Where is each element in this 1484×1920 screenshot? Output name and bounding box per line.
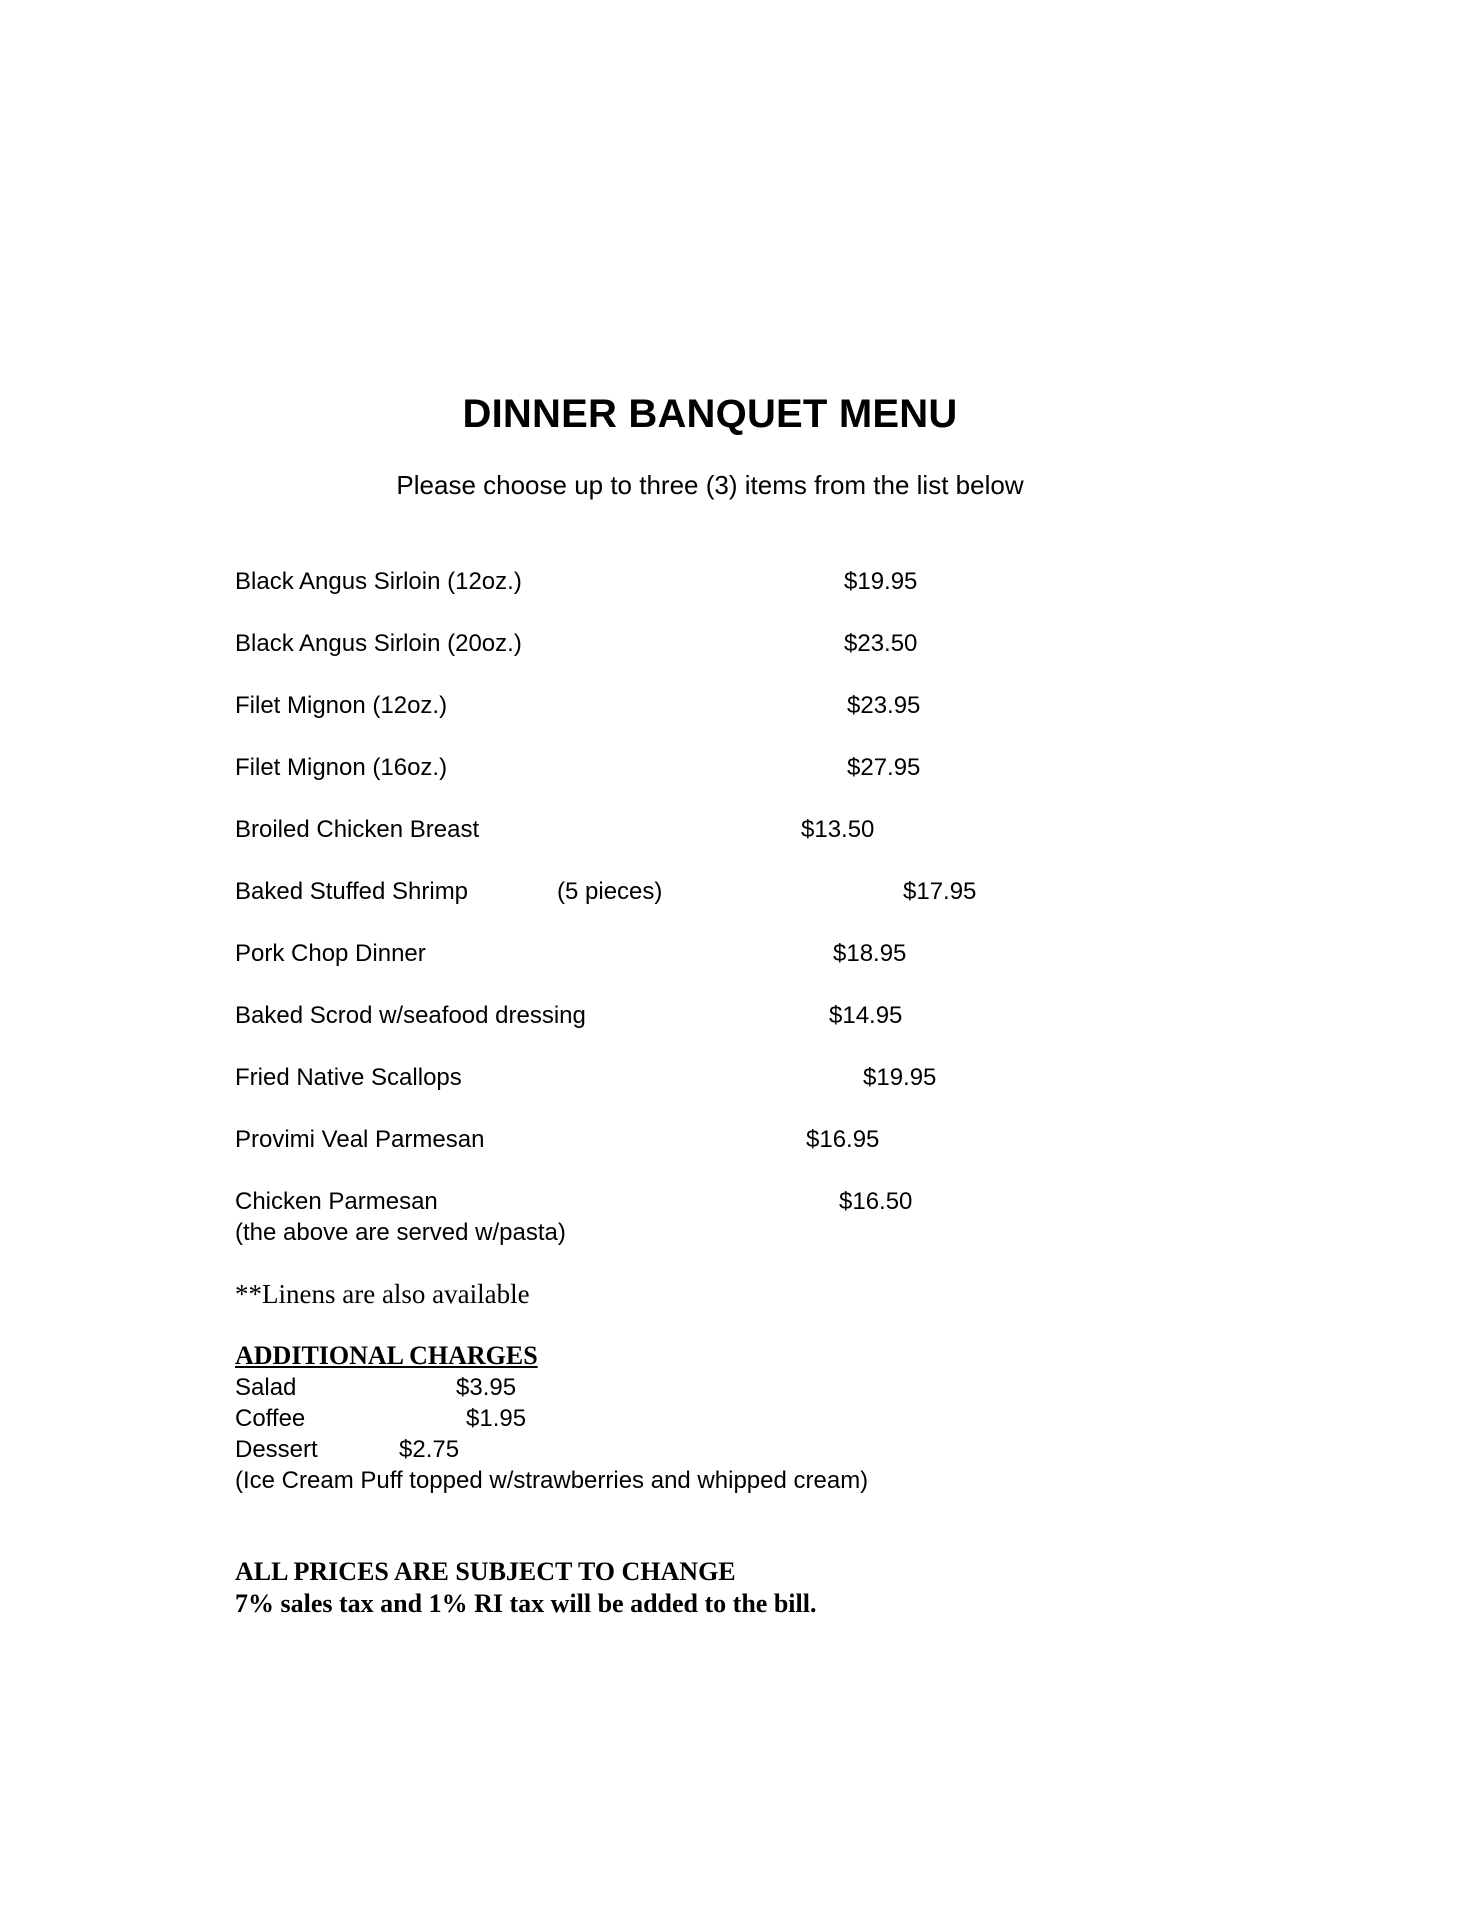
menu-item-name: Chicken Parmesan [235, 1188, 438, 1215]
charge-price: $2.75 [399, 1436, 460, 1463]
linens-note: **Linens are also available [235, 1279, 530, 1309]
charge-name: Coffee [235, 1405, 306, 1432]
menu-item-price: $14.95 [829, 1002, 903, 1029]
menu-item-price: $19.95 [844, 568, 918, 595]
menu-item-name: Baked Scrod w/seafood dressing [235, 1002, 586, 1029]
charge-price: $3.95 [456, 1374, 517, 1401]
menu-item-name: Black Angus Sirloin (20oz.) [235, 630, 522, 657]
menu-item-name: Filet Mignon (16oz.) [235, 754, 448, 781]
menu-item-name: Provimi Veal Parmesan [235, 1126, 485, 1153]
page-title: DINNER BANQUET MENU [462, 392, 958, 436]
menu-item-price: $18.95 [833, 940, 907, 967]
menu-item-price: $23.50 [844, 630, 918, 657]
additional-charges-heading: ADDITIONAL CHARGES [235, 1341, 538, 1370]
price-change-notice: ALL PRICES ARE SUBJECT TO CHANGE [235, 1557, 736, 1586]
menu-item-price: $27.95 [847, 754, 921, 781]
menu-item-name: Black Angus Sirloin (12oz.) [235, 568, 522, 595]
pasta-note: (the above are served w/pasta) [235, 1219, 566, 1246]
menu-item-price: $13.50 [801, 816, 875, 843]
menu-item-price: $17.95 [903, 878, 977, 905]
menu-item-name: Baked Stuffed Shrimp [235, 878, 469, 905]
menu-item-price: $19.95 [863, 1064, 937, 1091]
page-subtitle: Please choose up to three (3) items from the list below [396, 470, 1024, 500]
charge-name: Salad [235, 1374, 297, 1401]
menu-item-price: $16.95 [806, 1126, 880, 1153]
menu-item-note: (5 pieces) [557, 878, 663, 905]
menu-item-name: Fried Native Scallops [235, 1064, 462, 1091]
charge-name: Dessert [235, 1436, 318, 1463]
menu-item-name: Filet Mignon (12oz.) [235, 692, 448, 719]
menu-item-name: Broiled Chicken Breast [235, 816, 480, 843]
tax-notice: 7% sales tax and 1% RI tax will be added to the bill. [235, 1589, 817, 1618]
dessert-description: (Ice Cream Puff topped w/strawberries and whipped cream) [235, 1467, 869, 1494]
menu-item-name: Pork Chop Dinner [235, 940, 426, 967]
menu-item-price: $23.95 [847, 692, 921, 719]
charge-price: $1.95 [466, 1405, 527, 1432]
menu-item-price: $16.50 [839, 1188, 913, 1215]
